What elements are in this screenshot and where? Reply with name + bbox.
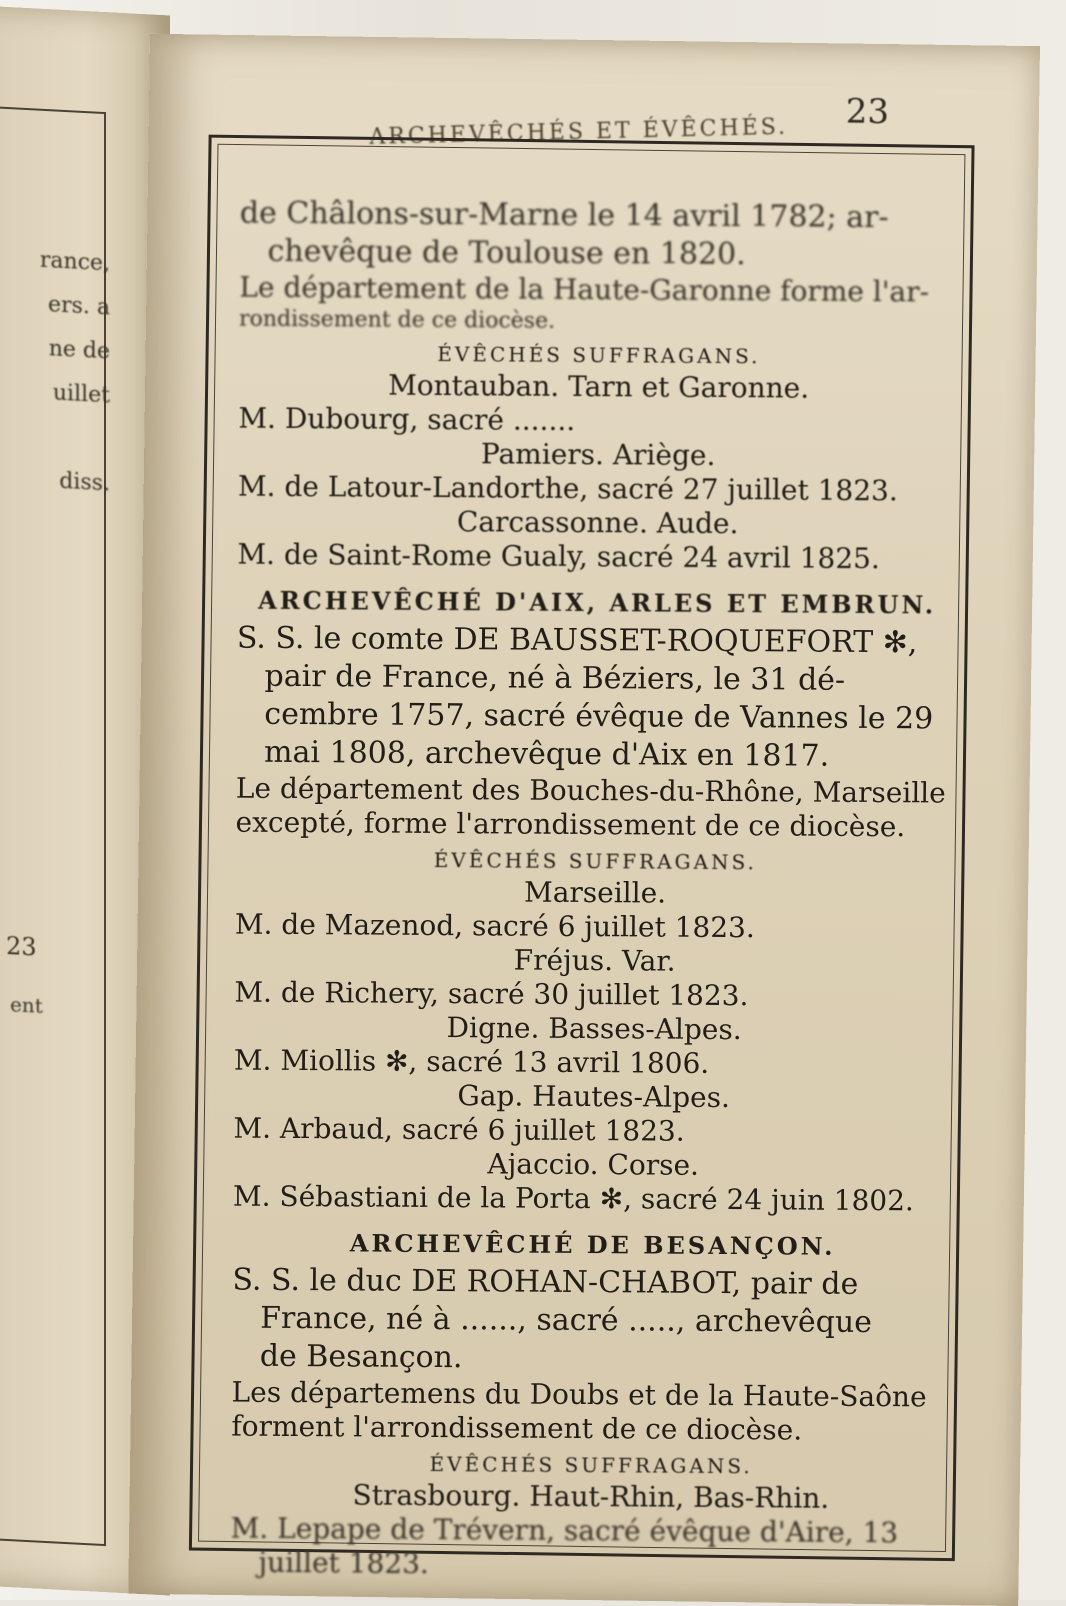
text-line: S. S. le comte DE BAUSSET-ROQUEFORT ✻, (236, 620, 918, 661)
right-page (128, 34, 1040, 1606)
left-fragment: ers. a (48, 292, 110, 321)
text-line: ARCHEVÊCHÉ DE BESANÇON. (349, 1228, 836, 1261)
text-line: M. Lepape de Trévern, sacré évêque d'Aire, 13 (230, 1511, 899, 1550)
text-line: M. Miollis ✻, sacré 13 avril 1806. (233, 1043, 710, 1080)
text-line: M. Sébastiani de la Porta ✻, sacré 24 juin 1802. (232, 1179, 914, 1218)
text-line: juillet 1823. (258, 1545, 430, 1580)
text-line: Le département des Bouches-du-Rhône, Marseille (235, 771, 946, 810)
text-line: Montauban. Tarn et Garonne. (387, 368, 810, 405)
text-line: Digne. Basses-Alpes. (446, 1011, 742, 1047)
left-fragment: diss. (59, 468, 110, 497)
text-line: pair de France, né à Béziers, le 31 dé- (264, 658, 846, 698)
text-line: Strasbourg. Haut-Rhin, Bas-Rhin. (352, 1478, 830, 1515)
text-line: Fréjus. Var. (513, 943, 676, 978)
text-line: forment l'arrondissement de ce diocèse. (231, 1409, 803, 1447)
text-line: Marseille. (523, 875, 667, 910)
text-line: M. de Saint-Rome Gualy, sacré 24 avril 1825. (237, 537, 880, 576)
text-line: mai 1808, archevêque d'Aix en 1817. (263, 734, 830, 774)
text-line: de Besançon. (259, 1338, 463, 1376)
left-fragment: uillet (52, 380, 110, 409)
left-page-number: 23 (6, 931, 37, 962)
text-frame (189, 135, 975, 1580)
page-body (230, 195, 960, 1585)
text-line: M. de Richery, sacré 30 juillet 1823. (234, 975, 749, 1013)
left-page-fragment: ent (10, 992, 43, 1018)
text-line: ARCHEVÊCHÉ D'AIX, ARLES ET EMBRUN. (258, 585, 937, 620)
text-line: Les départemens du Doubs et de la Haute-Saône (231, 1375, 927, 1414)
text-line: France, né à ......, sacré ....., archevêque (260, 1300, 873, 1341)
text-line: M. de Mazenod, sacré 6 juillet 1823. (234, 907, 755, 945)
text-line: cembre 1757, sacré évêque de Vannes le 29 (264, 696, 934, 737)
text-line: Pamiers. Ariège. (480, 437, 716, 472)
text-line: Le département de la Haute-Garonne forme l'ar- (239, 270, 930, 309)
running-head: ARCHEVÊCHÉS ET ÉVÊCHÉS. (369, 114, 789, 150)
text-line: S. S. le duc DE ROHAN-CHABOT, pair de (232, 1262, 859, 1302)
left-fragment (0, 412, 110, 462)
text-line: ÉVÊCHÉS SUFFRAGANS. (433, 847, 757, 875)
text-line: rondissement de ce diocèse. (239, 306, 556, 334)
text-line: excepté, forme l'arrondissement de ce diocèse. (235, 805, 906, 844)
text-line: Carcassonne. Aude. (456, 505, 739, 541)
text-line: M. de Latour-Landorthe, sacré 27 juillet 1823. (237, 469, 898, 508)
page-number: 23 (845, 91, 890, 133)
text-line: ÉVÊCHÉS SUFFRAGANS. (429, 1451, 753, 1479)
text-line: ÉVÊCHÉS SUFFRAGANS. (437, 341, 761, 369)
left-page-text (0, 236, 110, 506)
text-line: M. Dubourg, sacré ....... (238, 401, 576, 437)
text-line: de Châlons-sur-Marne le 14 avril 1782; ar- (239, 195, 889, 236)
left-fragment: ne de (48, 336, 110, 365)
text-line: M. Arbaud, sacré 6 juillet 1823. (233, 1111, 685, 1148)
left-fragment: rance, (39, 247, 110, 277)
text-line: Ajaccio. Corse. (487, 1147, 700, 1182)
text-line: chevêque de Toulouse en 1820. (267, 233, 746, 273)
text-line: Gap. Hautes-Alpes. (457, 1079, 731, 1115)
